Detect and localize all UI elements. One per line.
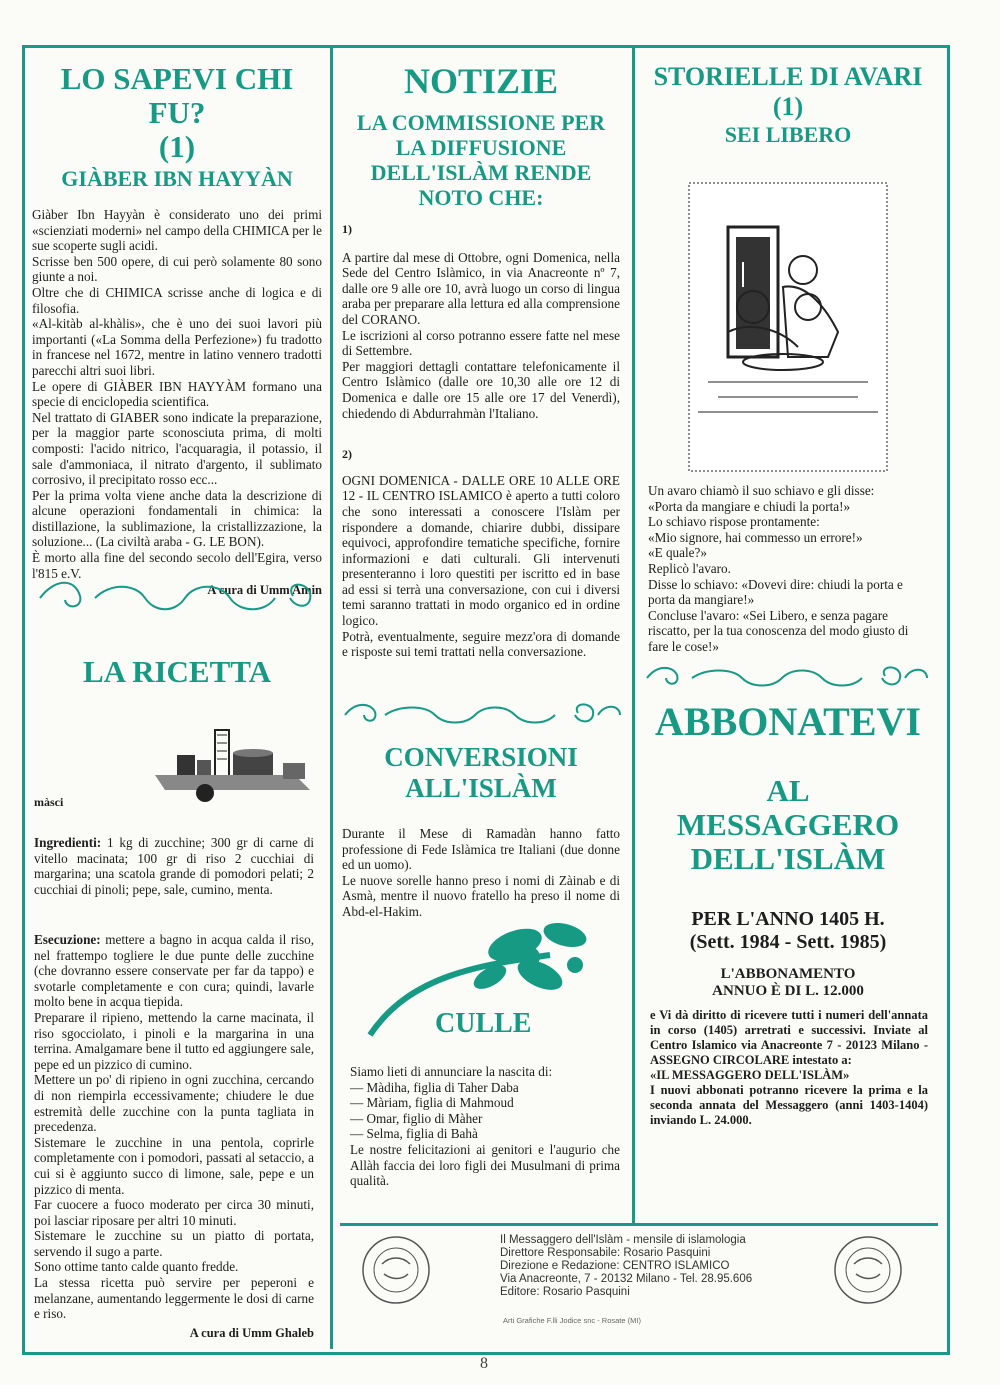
paragraph: Durante il Mese di Ramadàn hanno fatto professione di Fede Islàmica tre Italiani (due donne ed un uomo). bbox=[342, 826, 620, 873]
paragraph: I nuovi abbonati potranno ricevere la prima e la seconda annata del Messaggero (anni 1403-1404) inviando L. 24.000. bbox=[650, 1083, 928, 1127]
ingredients-text: 1 kg di zucchine; 300 gr di carne di vitello macinata; 100 gr di riso 2 cucchiai di margarina; una scatola grande di pomodori pelati; 2 cucchiai di pinoli; pepe, sale, cumino, menta. bbox=[34, 835, 314, 897]
paragraph: e Vi dà diritto di ricevere tutti i numeri dell'annata in corso (1405) arretrati e successivi. Inviate al Centro Islamico via Anacreonte 7 - 20123 Milano - ASSEGNO CIRCOLARE intestato a: bbox=[650, 1008, 928, 1067]
paragraph: Giàber Ibn Hayyàn è considerato uno dei primi «scienziati moderni» nel campo della CHIMICA per le sue scoperte sugli acidi. bbox=[32, 207, 322, 254]
subscription-details bbox=[650, 1008, 928, 1128]
subscribe-period: (Sett. 1984 - Sett. 1985) bbox=[689, 931, 887, 953]
paragraph: A partire dal mese di Ottobre, ogni Domenica, nella Sede del Centro Islàmico, in via Anacreonte nº 7, dalle ore 9 alle ore 10, avrà luogo un corso di lingua araba per preparare alla lettura ed alla comprensione del CORANO. bbox=[342, 249, 620, 327]
list-item: — Màdiha, figlia di Taher Daba bbox=[350, 1079, 519, 1095]
paragraph: Preparare il ripieno, mettendo la carne macinata, il riso sgocciolato, i pinoli e la margarina in una terrina. Amalgamare bene il tutto ed aggiungere sale, pepe ed un pizzico di cumino. bbox=[34, 1009, 314, 1072]
masthead-line: Direttore Responsabile: Rosario Pasquini bbox=[500, 1247, 711, 1259]
culle-title: CULLE bbox=[435, 1008, 532, 1039]
right-column bbox=[642, 62, 934, 147]
lo-sapevi-body bbox=[32, 207, 322, 581]
paragraph: Oltre che di CHIMICA scrisse anche di logica e di filosofia. bbox=[32, 284, 322, 316]
conversions-section bbox=[342, 742, 620, 920]
notizie-subtitle: LA COMMISSIONE PER LA DIFFUSIONE DELL'ISLÀM RENDE NOTO CHE: bbox=[356, 110, 606, 210]
story-line: «Mio signore, hai commesso un errore!» bbox=[648, 529, 863, 545]
subscribe-subtitle: AL MESSAGGERO DELL'ISLÀM bbox=[676, 773, 900, 876]
storielle-title: STORIELLE DI AVARI bbox=[653, 62, 923, 91]
paragraph: Sistemare le zucchine in una pentola, coprirle completamente con i pomodori, passati al setaccio, a cui si è aggiunto succo di limone, sale, pepe e un pizzico di menta. bbox=[34, 1134, 314, 1197]
scroll-ornament-middle bbox=[340, 697, 625, 732]
magazine-name: «IL MESSAGGERO DELL'ISLÀM» bbox=[650, 1068, 850, 1082]
paragraph: Sistemare le zucchine su un piatto di portata, servendo il sugo a parte. bbox=[34, 1228, 314, 1259]
left-column bbox=[32, 62, 322, 598]
paragraph: Per la prima volta viene anche data la descrizione di alcune operazioni fondamentali in chimica: la distillazione, la sublimazione, la cristallizzazione, la soluzione... (La civiltà araba - G. LE BON). bbox=[32, 487, 322, 550]
paragraph: Mettere un po' di ripieno in ogni zucchina, cercando di non riempirla eccessivamente; chiudere le due estremità delle zucchine con la punta tagliata in precedenza. bbox=[34, 1072, 314, 1135]
recipe-section bbox=[32, 655, 322, 689]
scroll-ornament-left bbox=[35, 578, 325, 618]
storielle-number: (1) bbox=[772, 92, 804, 121]
subscribe-title: ABBONATEVI bbox=[655, 699, 921, 744]
scroll-ornament-right bbox=[642, 660, 934, 695]
masthead-line: Editore: Rosario Pasquini bbox=[500, 1286, 630, 1298]
recipe-ingredients bbox=[34, 835, 314, 897]
recipe-name: màsci bbox=[34, 795, 64, 809]
kitchen-illustration bbox=[155, 725, 315, 805]
masthead-line: Direzione e Redazione: CENTRO ISLAMICO bbox=[500, 1260, 730, 1272]
seal-icon bbox=[360, 1234, 432, 1306]
list-item: — Màriam, figlia di Mahmoud bbox=[350, 1095, 514, 1111]
story-line: Lo schiavo rispose prontamente: bbox=[648, 514, 820, 530]
lo-sapevi-number: (1) bbox=[158, 129, 196, 164]
paragraph: Siamo lieti di annunciare la nascita di: bbox=[350, 1064, 553, 1079]
paragraph: Per maggiori dettagli contattare telefonicamente il Centro Islàmico (dalle ore 10,30 alle ore 12 di Domenica e dalle ore 15 alle ore 17 del Venerdì), chiedendo di Abdurrahmàn l'Italiano. bbox=[342, 358, 620, 421]
masthead-line: Via Anacreonte, 7 - 20132 Milano - Tel. 28.95.606 bbox=[500, 1273, 753, 1285]
paragraph: Le opere di GIÀBER IBN HAYYÀM formano una specie di enciclopedia scientifica. bbox=[32, 378, 322, 410]
storielle-subtitle: SEI LIBERO bbox=[724, 122, 852, 147]
recipe-signature: A cura di Umm Ghaleb bbox=[189, 1325, 314, 1340]
culle-section bbox=[350, 1008, 620, 1189]
page-number: 8 bbox=[480, 1355, 488, 1372]
masthead-text bbox=[500, 1234, 752, 1299]
notizie-title: NOTIZIE bbox=[403, 61, 559, 101]
story-line: Un avaro chiamò il suo schiavo e gli disse: bbox=[648, 483, 875, 498]
paragraph: Potrà, eventualmente, seguire mezz'ora di domande e risposte sui temi trattati nella conversazione. bbox=[342, 628, 620, 660]
masthead-box bbox=[340, 1223, 938, 1325]
lo-sapevi-title: LO SAPEVI CHI FU? bbox=[60, 61, 294, 130]
paragraph: Scrisse ben 500 opere, di cui però solamente 80 sono giunte a noi. bbox=[32, 253, 322, 285]
paragraph: Le nostre felicitazioni ai genitori e l'augurio che Allàh faccia dei loro figli dei Musulmani di prima qualità. bbox=[350, 1141, 620, 1189]
story-line: Concluse l'avaro: «Sei Libero, e senza pagare riscatto, per la tua conoscenza del modo giusto di fare le cose!» bbox=[648, 607, 909, 654]
subscribe-year: PER L'ANNO 1405 H. bbox=[691, 908, 885, 930]
ingredients-label: Ingredienti: bbox=[34, 835, 102, 850]
subscription-section bbox=[642, 700, 934, 1000]
list-item: — Omar, figlio di Màher bbox=[350, 1110, 483, 1126]
story-line: Replicò l'avaro. bbox=[648, 560, 731, 576]
paragraph: La stessa ricetta può servire per peperoni e melanzane, aumentando leggermente le dosi di carne e riso. bbox=[34, 1275, 314, 1322]
story-line: Disse lo schiavo: «Dovevi dire: chiudi la porta e porta da mangiare!» bbox=[648, 576, 903, 608]
storielle-story bbox=[648, 483, 926, 655]
item1-number: 1) bbox=[342, 222, 352, 236]
execution-text: mettere a bagno in acqua calda il riso, nel frattempo togliere le due punte delle zucchine (che dovranno essere conservate per far da tappo) e svotarle completamente e con cura; quindi, lavarle molto bene in acqua tiepida. bbox=[34, 932, 314, 1010]
culle-body bbox=[350, 1064, 620, 1189]
conversions-body bbox=[342, 826, 620, 920]
item1-body bbox=[342, 250, 620, 422]
recipe-title: LA RICETTA bbox=[82, 654, 272, 689]
column-divider-left bbox=[330, 45, 333, 1349]
list-item: — Selma, figlia di Bahà bbox=[350, 1126, 478, 1142]
paragraph: OGNI DOMENICA - DALLE ORE 10 ALLE ORE 12 - IL CENTRO ISLAMICO è aperto a tutti coloro che sono interessati a conoscere l'Islàm per rispondere a domande, chiarire dubbi, dissipare equivoci, approfondire tematiche specifiche, fornire informazioni e dati culturali. Gli intervenuti presenteranno i loro questiti per iscritto ed in base ad essi si terrà una conversazione, con cui i diversi temi saranno trattati in modo organico ed in ordine logico. bbox=[342, 472, 620, 629]
paragraph: Le nuove sorelle hanno preso i nomi di Zàinab e di Asmà, mentre il nuovo fratello ha preso il nome di Abd-el-Hakim. bbox=[342, 872, 620, 919]
seal-icon bbox=[832, 1234, 904, 1306]
printer-credit: Arti Grafiche F.lli Jodice snc - Rosate (MI) bbox=[503, 1316, 641, 1325]
paragraph: «Al-kitàb al-khàlis», che è uno dei suoi lavori più importanti («La Somma della Perfezione») fu tradotto in francese nel 1672, mentre in latino vennero tradotti parecchi altri suoi libri. bbox=[32, 316, 322, 378]
conversions-title: CONVERSIONI ALL'ISLÀM bbox=[384, 742, 578, 803]
masthead-line: Il Messaggero dell'Islàm - mensile di islamologia bbox=[500, 1234, 746, 1246]
recipe-execution bbox=[34, 932, 314, 1341]
lo-sapevi-subtitle: GIÀBER IBN HAYYÀN bbox=[61, 166, 293, 191]
paragraph: Sono ottime tanto calde quanto fredde. bbox=[34, 1259, 239, 1275]
cartoon-illustration bbox=[688, 182, 888, 472]
story-line: «Porta da mangiare e chiudi la porta!» bbox=[648, 498, 851, 514]
paragraph: Le iscrizioni al corso potranno essere fatte nel mese di Settembre. bbox=[342, 327, 620, 359]
paragraph: È morto alla fine del secondo secolo dell'Egira, verso l'815 e.V. bbox=[32, 550, 322, 581]
paragraph: Nel trattato di GIABER sono indicate la preparazione, per la maggior parte sconosciuta prima, di molti composti: l'acido nitrico, l'acquaragia, il potassio, il sale d'ammoniaca, il nitrato d'argento, il sublimato corrosivo, il precipitato rosso ecc... bbox=[32, 409, 322, 488]
execution-label: Esecuzione: bbox=[34, 932, 101, 947]
item2-body bbox=[342, 473, 620, 660]
middle-column bbox=[342, 62, 620, 660]
subscribe-price: L'ABBONAMENTO ANNUO È DI L. 12.000 bbox=[712, 966, 864, 999]
story-line: «E quale?» bbox=[648, 545, 707, 561]
lo-sapevi-signature: A cura di Umm Amin bbox=[207, 583, 322, 598]
item2-number: 2) bbox=[342, 447, 352, 462]
paragraph: Far cuocere a fuoco moderato per circa 30 minuti, poi lasciar riposare per altri 10 minuti. bbox=[34, 1197, 314, 1228]
column-divider-right bbox=[632, 45, 635, 1223]
